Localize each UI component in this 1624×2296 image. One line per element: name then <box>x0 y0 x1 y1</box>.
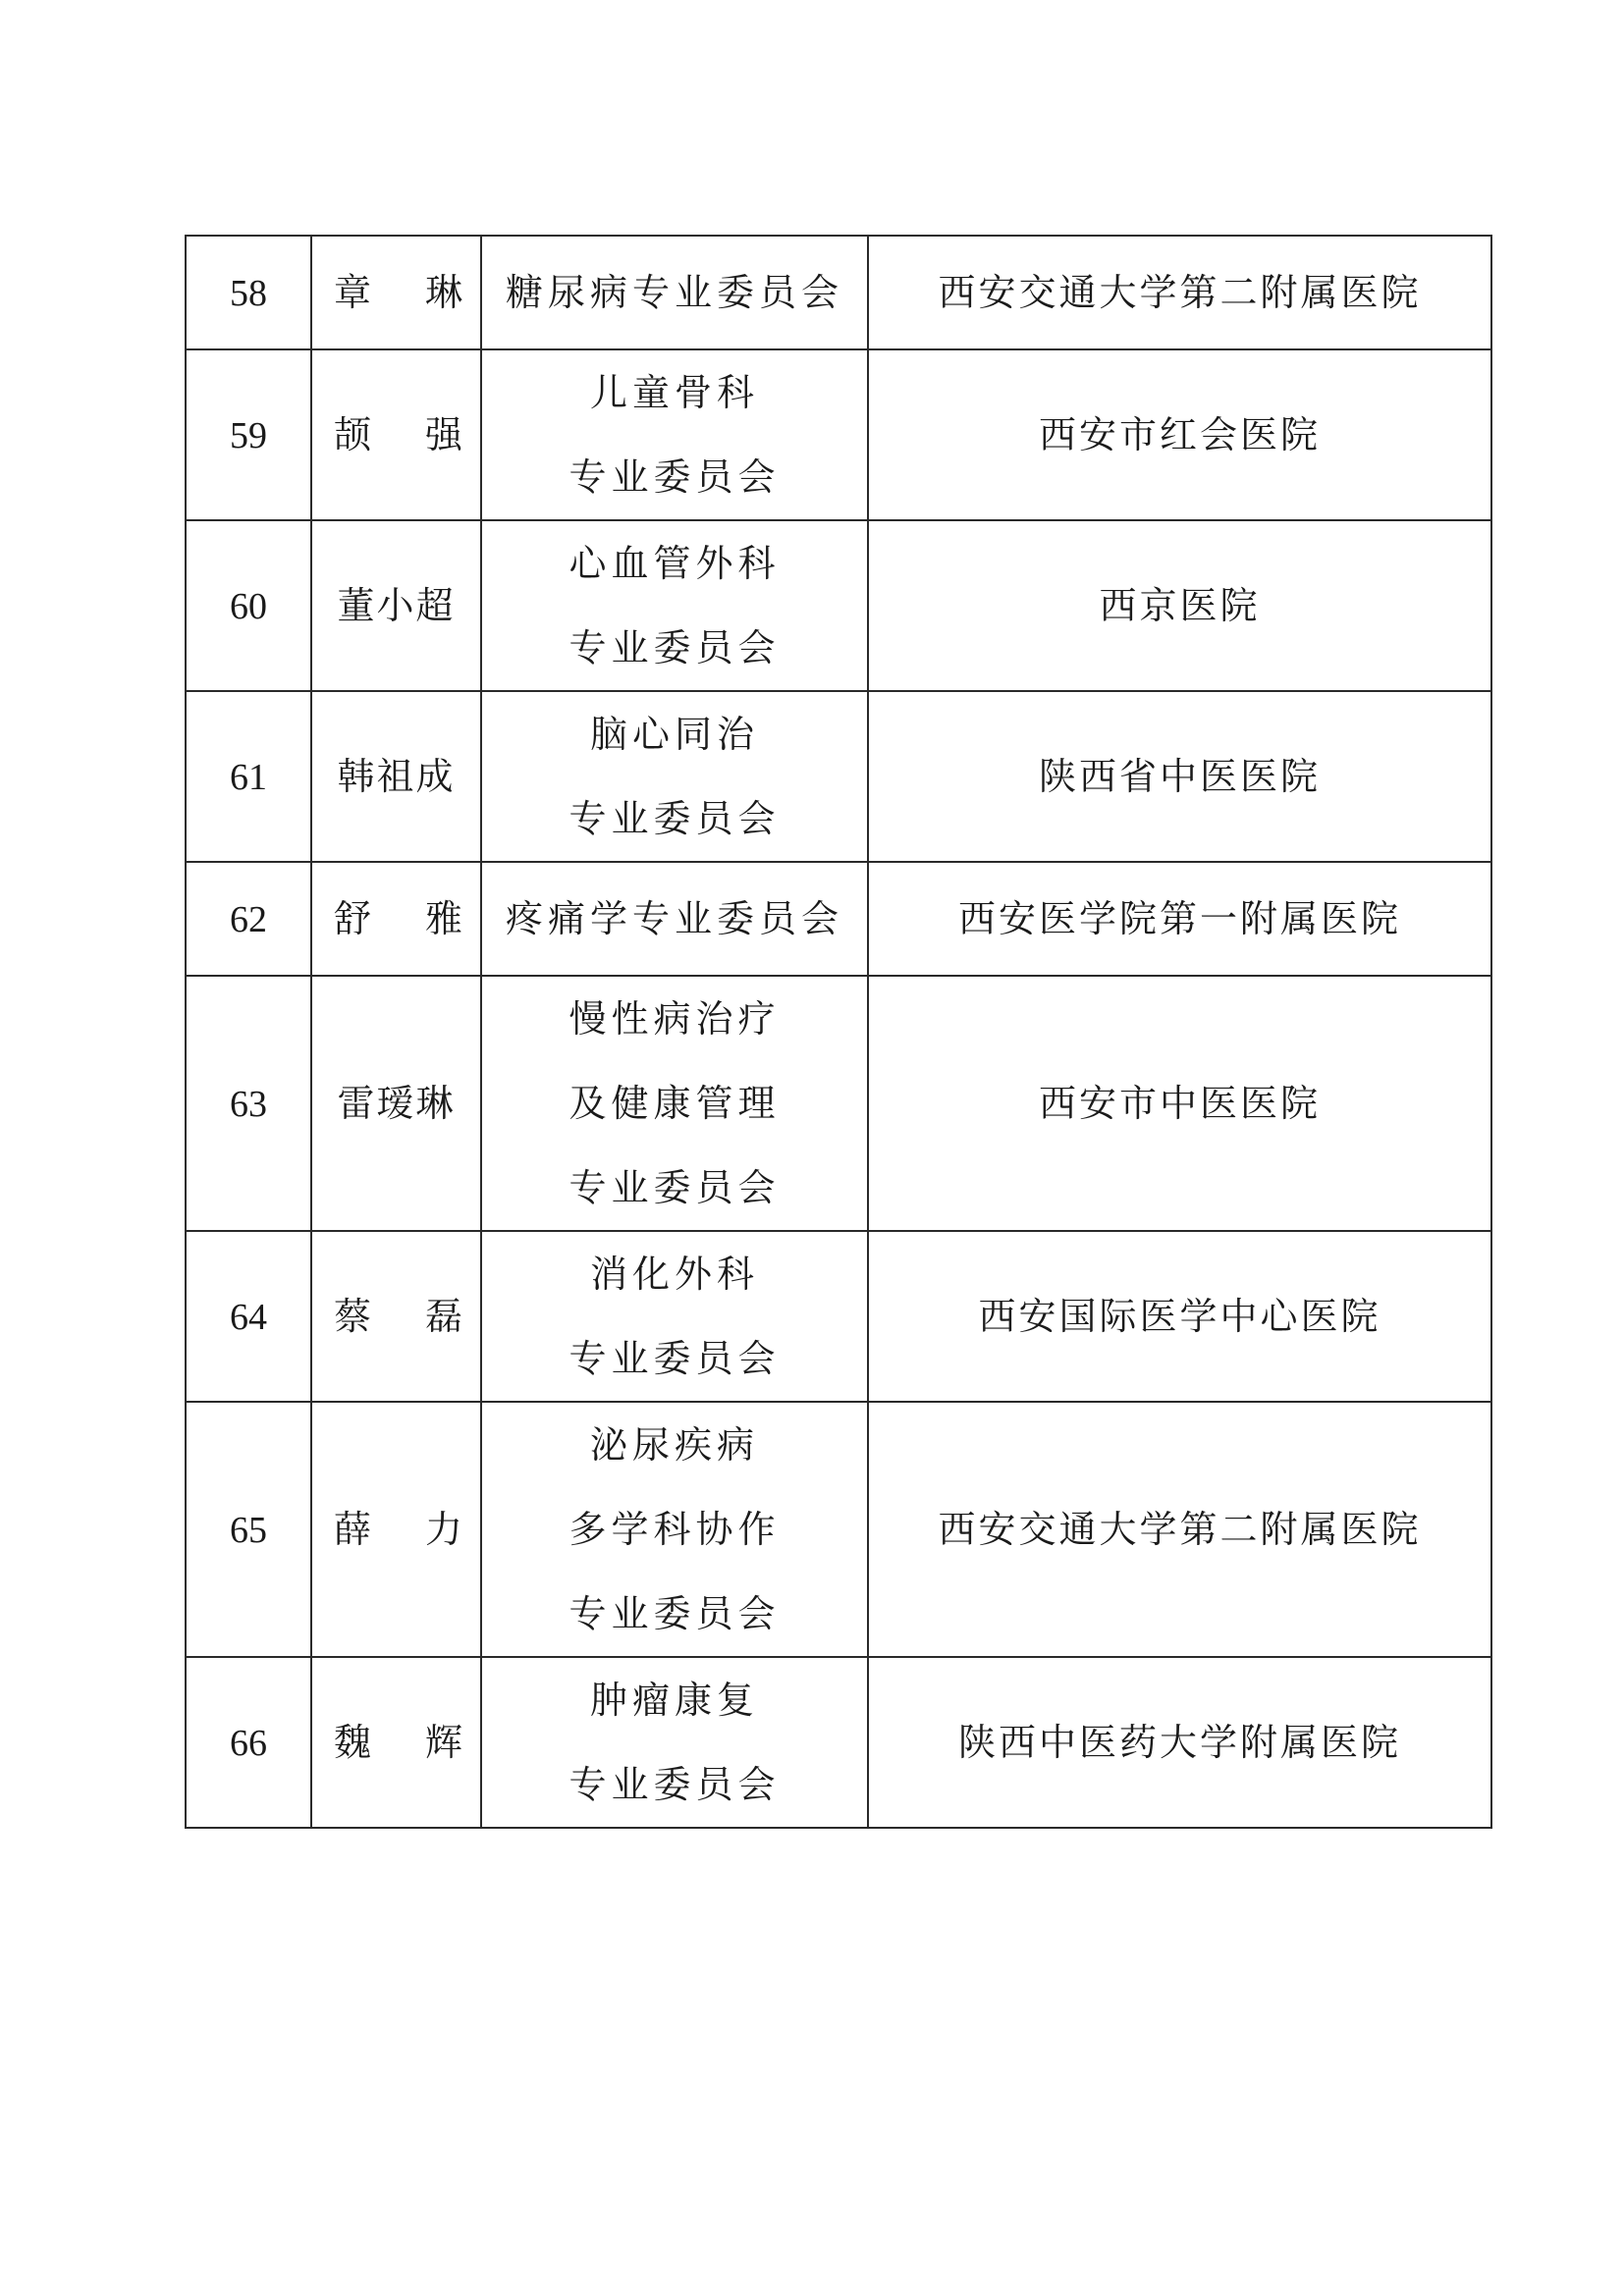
table-row <box>186 691 1491 862</box>
organization: 西安交通大学第二附属医院 <box>868 1402 1491 1657</box>
committee-name: 消化外科 专业委员会 <box>481 1231 868 1402</box>
row-number: 65 <box>186 1402 311 1657</box>
member-name: 董小超 <box>311 520 481 691</box>
committee-name: 儿童骨科 专业委员会 <box>481 349 868 520</box>
organization: 陕西省中医医院 <box>868 691 1491 862</box>
committee-name: 泌尿疾病 多学科协作 专业委员会 <box>481 1402 868 1657</box>
row-number: 60 <box>186 520 311 691</box>
table-row <box>186 520 1491 691</box>
member-table <box>185 235 1492 1829</box>
organization: 陕西中医药大学附属医院 <box>868 1657 1491 1828</box>
organization: 西京医院 <box>868 520 1491 691</box>
member-name: 颉 强 <box>311 349 481 520</box>
member-name: 韩祖成 <box>311 691 481 862</box>
member-name: 章 琳 <box>311 236 481 349</box>
organization: 西安交通大学第二附属医院 <box>868 236 1491 349</box>
committee-name: 疼痛学专业委员会 <box>481 862 868 976</box>
table-row <box>186 349 1491 520</box>
member-name: 魏 辉 <box>311 1657 481 1828</box>
member-name: 薛 力 <box>311 1402 481 1657</box>
row-number: 61 <box>186 691 311 862</box>
table-row <box>186 236 1491 349</box>
row-number: 64 <box>186 1231 311 1402</box>
committee-name: 心血管外科 专业委员会 <box>481 520 868 691</box>
table-row <box>186 976 1491 1231</box>
row-number: 63 <box>186 976 311 1231</box>
committee-name: 慢性病治疗 及健康管理 专业委员会 <box>481 976 868 1231</box>
member-name: 蔡 磊 <box>311 1231 481 1402</box>
organization: 西安市红会医院 <box>868 349 1491 520</box>
table-row <box>186 1657 1491 1828</box>
row-number: 59 <box>186 349 311 520</box>
organization: 西安市中医医院 <box>868 976 1491 1231</box>
table-row <box>186 862 1491 976</box>
row-number: 66 <box>186 1657 311 1828</box>
committee-name: 糖尿病专业委员会 <box>481 236 868 349</box>
organization: 西安国际医学中心医院 <box>868 1231 1491 1402</box>
row-number: 62 <box>186 862 311 976</box>
committee-name: 脑心同治 专业委员会 <box>481 691 868 862</box>
row-number: 58 <box>186 236 311 349</box>
committee-name: 肿瘤康复 专业委员会 <box>481 1657 868 1828</box>
member-name: 舒 雅 <box>311 862 481 976</box>
organization: 西安医学院第一附属医院 <box>868 862 1491 976</box>
table-row <box>186 1402 1491 1657</box>
table-row <box>186 1231 1491 1402</box>
member-name: 雷瑷琳 <box>311 976 481 1231</box>
